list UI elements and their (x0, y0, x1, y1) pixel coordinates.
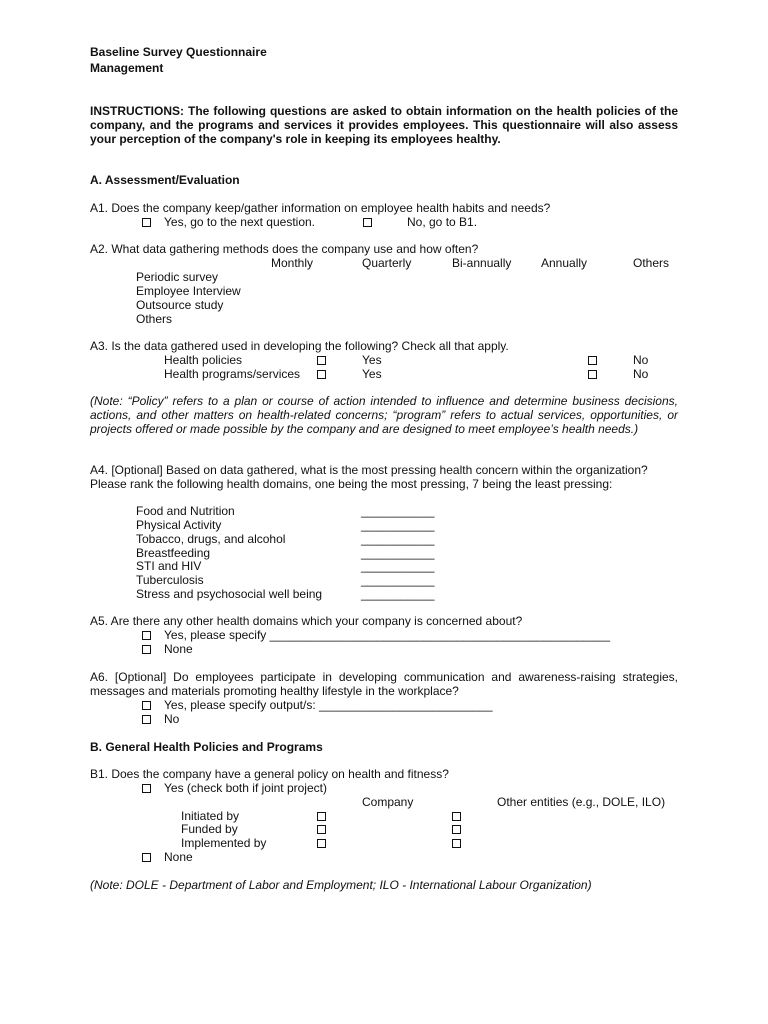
question-a1: A1. Does the company keep/gather information on employee health habits and needs? (90, 201, 551, 215)
a6-no-label: No (164, 712, 180, 726)
a2-column-header: Annually (541, 256, 588, 270)
b1-row-label: Funded by (181, 822, 238, 836)
section-b-heading: B. General Health Policies and Programs (90, 740, 323, 754)
rank-blank-field[interactable]: ___________ (361, 532, 435, 546)
b1-initiated-other-checkbox[interactable] (452, 812, 461, 821)
b1-yes-checkbox[interactable] (142, 784, 151, 793)
a2-row-label: Employee Interview (136, 284, 241, 298)
question-b1: B1. Does the company have a general policy on health and fitness? (90, 767, 449, 781)
b1-none-label: None (164, 850, 193, 864)
b1-none-checkbox[interactable] (142, 853, 151, 862)
question-a4-line1: A4. [Optional] Based on data gathered, what is the most pressing health concern within the organization? (90, 463, 648, 477)
document-title: Baseline Survey Questionnaire (90, 45, 267, 59)
a6-yes-label: Yes, please specify output/s: __________________________ (164, 698, 493, 712)
question-a6: A6. [Optional] Do employees participate in developing communication and awareness-raising strategies, messages and materials promoting healthy lifestyle in the workplace? (90, 670, 678, 698)
question-a2: A2. What data gathering methods does the company use and how often? (90, 242, 479, 256)
a3-programs-no-checkbox[interactable] (588, 370, 597, 379)
health-domain-label: Tuberculosis (136, 573, 204, 587)
b1-initiated-company-checkbox[interactable] (317, 812, 326, 821)
a5-none-checkbox[interactable] (142, 645, 151, 654)
a1-no-checkbox[interactable] (363, 218, 372, 227)
health-domain-label: Stress and psychosocial well being (136, 587, 323, 601)
a3-policies-yes-checkbox[interactable] (317, 356, 326, 365)
a2-row-label: Outsource study (136, 298, 224, 312)
b1-implemented-company-checkbox[interactable] (317, 839, 326, 848)
a1-no-label: No, go to B1. (407, 215, 478, 229)
a5-yes-checkbox[interactable] (142, 631, 151, 640)
b1-column-other-entities: Other entities (e.g., DOLE, ILO) (497, 795, 666, 809)
a5-none-label: None (164, 642, 193, 656)
rank-blank-field[interactable]: ___________ (361, 504, 435, 518)
health-domain-label: Breastfeeding (136, 546, 211, 560)
policy-note: (Note: “Policy” refers to a plan or course of action intended to influence and determine business decisions, actions, and other matters on health-related concerns; “program” refers to actual services, opportunities, or projects offered or made possible by the company and are designed to meet employee’s health needs.) (90, 394, 678, 436)
a5-yes-label: Yes, please specify ___________________________________________________ (164, 628, 610, 642)
a2-row-label: Others (136, 312, 173, 326)
a2-column-header: Others (633, 256, 670, 270)
a2-column-header: Bi-annually (452, 256, 512, 270)
rank-blank-field[interactable]: ___________ (361, 573, 435, 587)
b1-funded-company-checkbox[interactable] (317, 825, 326, 834)
health-domain-label: Tobacco, drugs, and alcohol (136, 532, 286, 546)
b1-column-company: Company (362, 795, 414, 809)
acronym-note: (Note: DOLE - Department of Labor and Employment; ILO - International Labour Organization) (90, 878, 592, 892)
rank-blank-field[interactable]: ___________ (361, 546, 435, 560)
health-domain-label: STI and HIV (136, 559, 202, 573)
document-subtitle: Management (90, 61, 164, 75)
b1-row-label: Implemented by (181, 836, 267, 850)
section-a-heading: A. Assessment/Evaluation (90, 173, 240, 187)
a3-no-label: No (633, 353, 649, 367)
health-domain-label: Food and Nutrition (136, 504, 235, 518)
a1-yes-checkbox[interactable] (142, 218, 151, 227)
question-a3: A3. Is the data gathered used in developing the following? Check all that apply. (90, 339, 509, 353)
rank-blank-field[interactable]: ___________ (361, 559, 435, 573)
a3-no-label: No (633, 367, 649, 381)
rank-blank-field[interactable]: ___________ (361, 587, 435, 601)
b1-funded-other-checkbox[interactable] (452, 825, 461, 834)
a1-yes-label: Yes, go to the next question. (164, 215, 316, 229)
a3-row-label: Health policies (164, 353, 243, 367)
a3-row-label: Health programs/services (164, 367, 301, 381)
a3-policies-no-checkbox[interactable] (588, 356, 597, 365)
b1-row-label: Initiated by (181, 809, 240, 823)
health-domain-label: Physical Activity (136, 518, 222, 532)
a6-yes-checkbox[interactable] (142, 701, 151, 710)
b1-implemented-other-checkbox[interactable] (452, 839, 461, 848)
a3-programs-yes-checkbox[interactable] (317, 370, 326, 379)
a6-no-checkbox[interactable] (142, 715, 151, 724)
question-a4-line2: Please rank the following health domains, one being the most pressing, 7 being the least pressing: (90, 477, 613, 491)
a3-yes-label: Yes (362, 353, 382, 367)
a2-column-header: Quarterly (362, 256, 412, 270)
question-a5: A5. Are there any other health domains which your company is concerned about? (90, 614, 523, 628)
a2-column-header: Monthly (271, 256, 314, 270)
b1-yes-label: Yes (check both if joint project) (164, 781, 327, 795)
a3-yes-label: Yes (362, 367, 382, 381)
a2-row-label: Periodic survey (136, 270, 219, 284)
rank-blank-field[interactable]: ___________ (361, 518, 435, 532)
instructions-paragraph: INSTRUCTIONS: The following questions are asked to obtain information on the health policies of the company, and the programs and services it provides employees. This questionnaire will also assess your perception of the company's role in keeping its employees healthy. (90, 104, 678, 146)
